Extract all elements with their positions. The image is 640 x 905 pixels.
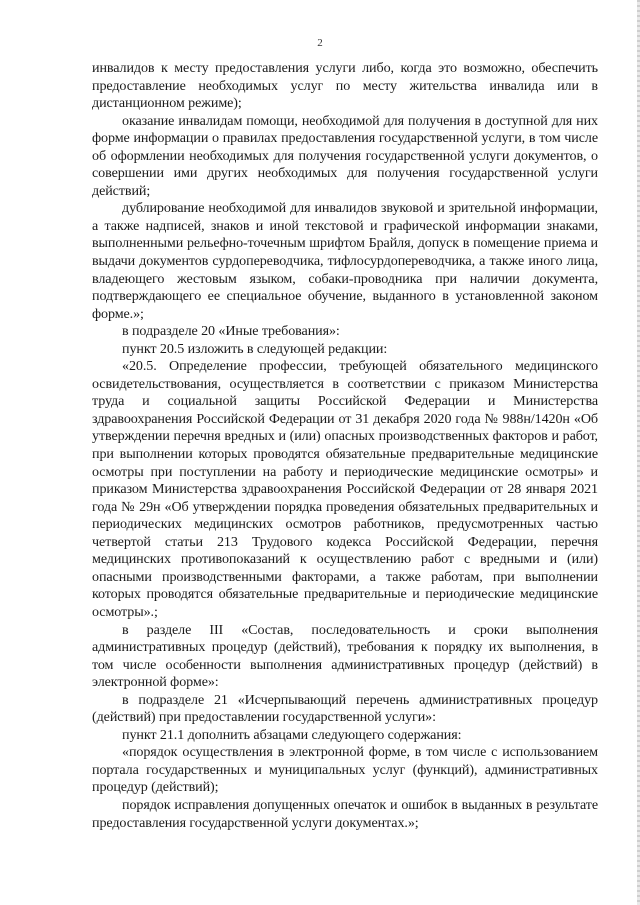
- document-body: [92, 60, 598, 832]
- page-number: 2: [317, 37, 323, 49]
- paragraph-subsection-21: в подразделе 21 «Исчерпывающий перечень административных процедур (действий) при предоставлении государственной услуги»:: [92, 691, 598, 726]
- paragraph-continuation: инвалидов к месту предоставления услуги либо, когда это возможно, обеспечить предоставление необходимых услуг по месту жительства инвалида или в дистанционном режиме);: [92, 60, 598, 112]
- paragraph-duplication: дублирование необходимой для инвалидов звуковой и зрительной информации, а также надписей, знаков и иной текстовой и графической информации знаками, выполненными рельефно-точечным шрифтом Брайля, допуск в помещение приема и выдачи документов сурдопереводчика, тифлосурдопереводчика, а также иного лица, владеющего жестовым языком, собаки-проводника при наличии документа, подтверждающего ее специальное обучение, выданного в установленной законом форме.»;: [92, 200, 598, 322]
- paragraph-item-20-5-text: «20.5. Определение профессии, требующей обязательного медицинского освидетельствования, осуществляется в соответствии с приказом Министерства труда и социальной защиты Российской Федерации и Министерства здравоохранения Российской Федерации от 31 декабря 2020 года № 988н/1420н «Об утверждении перечня вредных и (или) опасных производственных факторов и работ, при выполнении которых проводятся обязательные предварительные медицинские осмотры при поступлении на работу и периодические медицинские осмотры» и приказом Министерства здравоохранения Российской Федерации от 28 января 2021 года № 29н «Об утверждении порядка проведения обязательных предварительных и периодических медицинских осмотров работников, предусмотренных частью четвертой статьи 213 Трудового кодекса Российской Федерации, перечня медицинских противопоказаний к осуществлению работ с вредными и (или) опасными производственными факторами, а также работам, при выполнении которых проводятся обязательные предварительные и периодические медицинские осмотры».;: [92, 358, 598, 620]
- paragraph-corrections: порядок исправления допущенных опечаток и ошибок в выданных в результате предоставления государственной услуги документах.»;: [92, 796, 598, 831]
- paragraph-assistance: оказание инвалидам помощи, необходимой для получения в доступной для них форме информации о правилах предоставления государственной услуги, в том числе об оформлении необходимых для получения государственной услуги документов, о совершении ими других необходимых для получения государственной услуги действий;: [92, 112, 598, 199]
- paragraph-section-3: в разделе III «Состав, последовательность и сроки выполнения административных процедур (действий), требования к порядку их выполнения, в том числе особенности выполнения административных процедур (действий) в электронной форме»:: [92, 621, 598, 691]
- paragraph-item-21-1-intro: пункт 21.1 дополнить абзацами следующего содержания:: [122, 726, 462, 743]
- paragraph-electronic-procedure: «порядок осуществления в электронной форме, в том числе с использованием портала государственных и муниципальных услуг (функций), административных процедур (действий);: [92, 744, 598, 796]
- paragraph-item-20-5-intro: пункт 20.5 изложить в следующей редакции:: [122, 340, 388, 357]
- paragraph-subsection-20: в подразделе 20 «Иные требования»:: [122, 323, 340, 340]
